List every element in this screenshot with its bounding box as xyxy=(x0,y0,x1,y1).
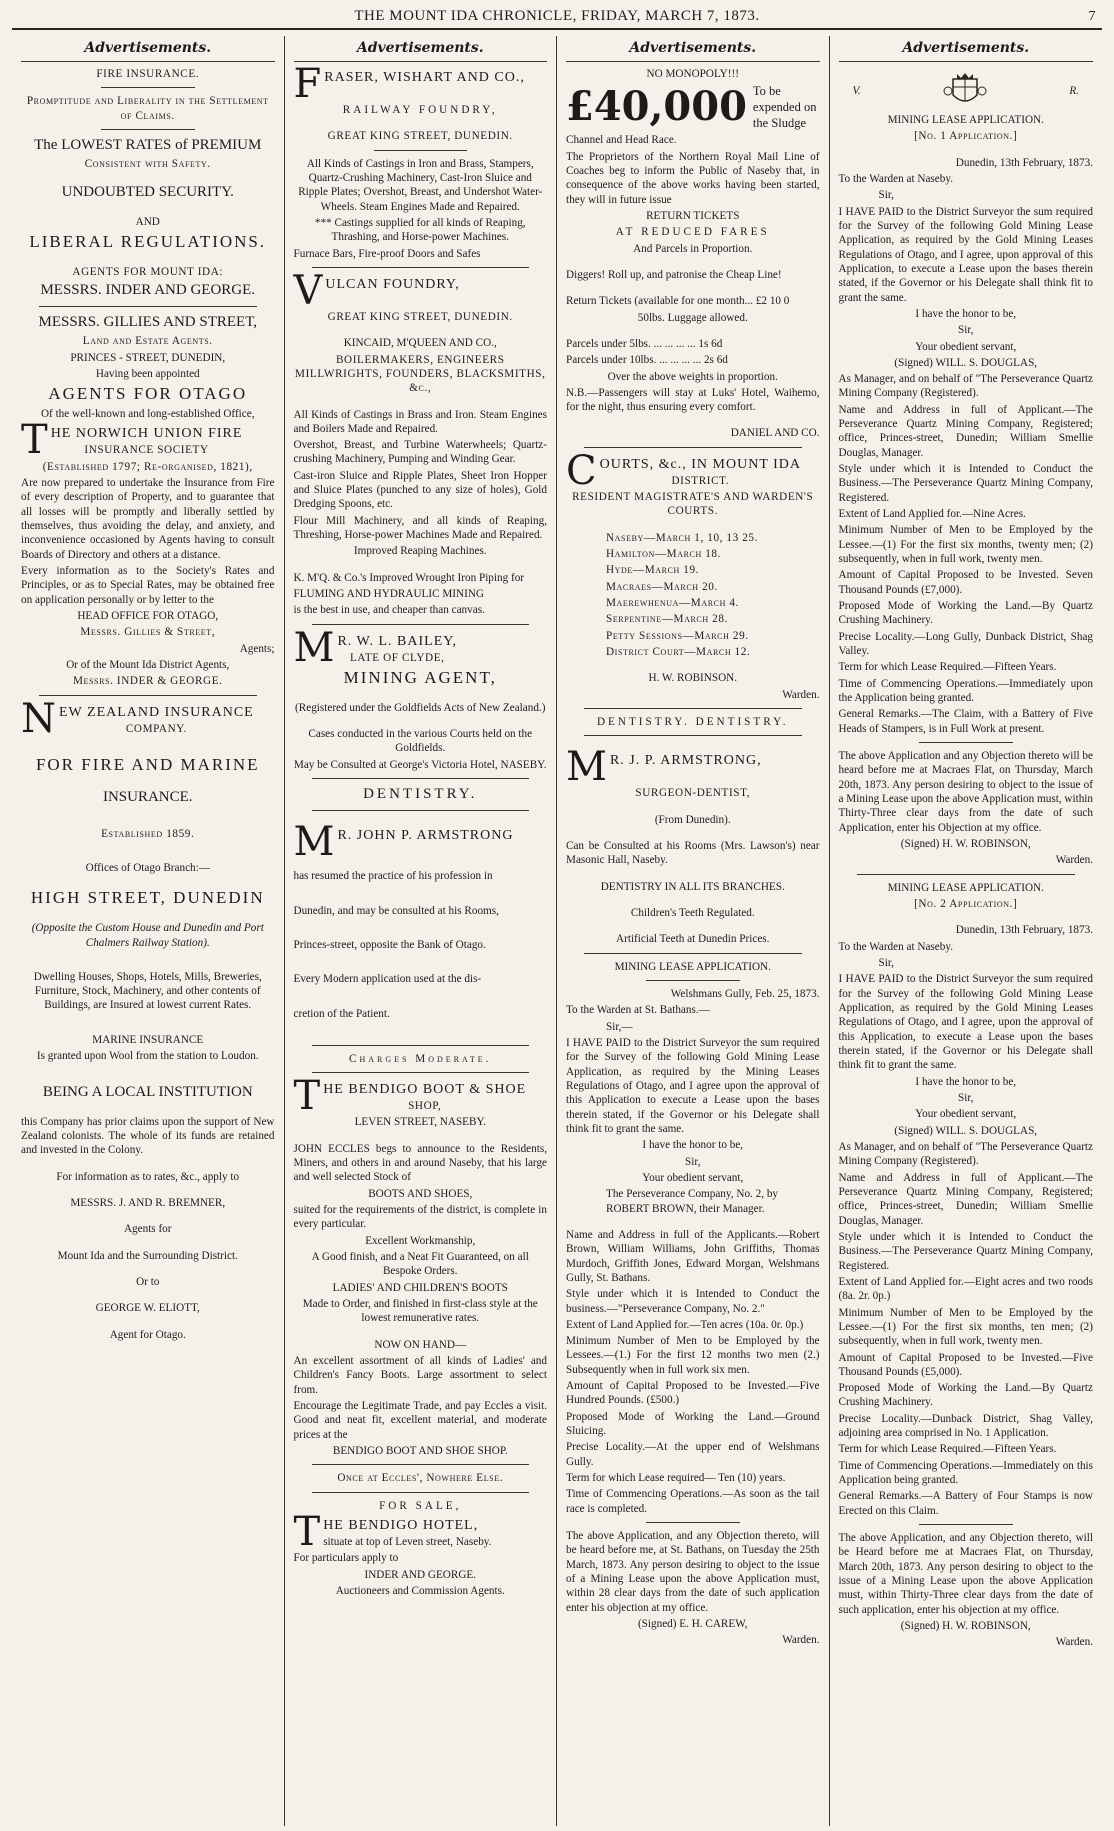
bendigo-hotel-heading xyxy=(293,1509,548,1555)
lease-1-term: Term for which Lease Required.—Fifteen Years. xyxy=(838,661,1057,674)
lease-1-general: General Remarks.—The Claim, with a Battery of Five Heads of Stampers, is in Full Work at present. xyxy=(838,708,1093,735)
vulcan-heading xyxy=(293,267,548,314)
childrens-teeth: Children's Teeth Regulated. xyxy=(630,906,755,919)
reduced-fares: AT REDUCED FARES xyxy=(615,226,770,239)
suited-requirements: suited for the requirements of the district, is complete in every particular. xyxy=(293,1204,547,1231)
fraser-heading xyxy=(293,60,548,107)
insurance-word: INSURANCE. xyxy=(102,788,193,805)
diggers-roll-up: Diggers! Roll up, and patronise the Cheap Line! xyxy=(566,268,782,281)
section-head: Advertisements. xyxy=(566,36,820,62)
dropcap-t: T xyxy=(293,1509,321,1555)
dentistry-heading: DENTISTRY. xyxy=(363,786,478,803)
lease-2-name: Name and Address in full of Applicant.—The Perseverance Quartz Mining Company, Registered; office, Princes-street, Dunedin; William Smellie Douglas, Manager. xyxy=(838,1171,1093,1227)
lease-1-manager: As Manager, and on behalf of "The Perseverance Quartz Mining Company (Registered). xyxy=(838,373,1093,400)
modern-application: Every Modern application used at the dis- xyxy=(293,973,482,986)
parcels-10lbs: Parcels under 10lbs. ... ... ... ... 2s 6d xyxy=(566,354,728,367)
bendigo-shop: BENDIGO BOOT AND SHOE SHOP. xyxy=(332,1445,508,1458)
lease-2-mode: Proposed Mode of Working the Land.—By Quartz Crushing Machinery. xyxy=(838,1382,1093,1409)
divider xyxy=(39,695,257,696)
surgeon-dentist: SURGEON-DENTIST, xyxy=(635,787,751,800)
precise-locality: Precise Locality.—At the upper end of Welshmans Gully. xyxy=(566,1441,820,1468)
lease-1-i-have-paid: I HAVE PAID to the District Surveyor the sum required for the Survey of the following Gold Mining Lease Application, as required by the Gold Mining Leases Regulations of Otago, and I agree, upon approval of this Application, to execute a Lease upon the bases therein stated, if the Governor or his Delegate shall think fit to grant the same. xyxy=(838,205,1093,304)
shop-word: SHOP, xyxy=(408,1100,442,1113)
auctioneers: Auctioneers and Commission Agents. xyxy=(335,1584,505,1597)
advert-columns xyxy=(12,36,1102,1826)
dunedin-rooms: Dunedin, and may be consulted at his Rooms, xyxy=(293,904,499,917)
undoubted-security: UNDOUBTED SECURITY. xyxy=(61,184,234,201)
established-1859: Established 1859. xyxy=(101,827,195,840)
lease-1-date: Dunedin, 13th February, 1873. xyxy=(955,156,1093,169)
nz-insurance-title: EW ZEALAND INSURANCE xyxy=(59,704,254,720)
lease-2-term: Term for which Lease Required.—Fifteen Years. xyxy=(838,1443,1057,1456)
over-weights: Over the above weights in proportion. xyxy=(607,370,778,383)
dropcap-t: T xyxy=(293,1073,321,1120)
applicants-names: Name and Address in full of the Applicants.—Robert Brown, William Williams, John Griffiths, Thomas Murdoch, Griffith Jones, Edward Morgan, Welshmans Gully, St. Bathans. xyxy=(566,1228,820,1284)
local-institution: BEING A LOCAL INSTITUTION xyxy=(42,1084,253,1101)
divider xyxy=(312,267,530,268)
lease-2-extent: Extent of Land Applied for.—Eight acres and two roods (8a. 2r. 0p.) xyxy=(838,1275,1093,1303)
divider xyxy=(919,742,1014,743)
dropcap-m: M xyxy=(293,624,335,671)
divider xyxy=(312,624,530,625)
armstrong-heading xyxy=(293,819,548,866)
bendigo-boot-heading xyxy=(293,1073,548,1120)
nb-passengers: N.B.—Passengers will stay at Luks' Hotel, Waihemo, for the night, thus ensuring every comfort. xyxy=(566,386,820,414)
george-eliott: GEORGE W. ELIOTT, xyxy=(95,1302,200,1315)
welshmans-date: Welshmans Gully, Feb. 25, 1873. xyxy=(670,987,820,1000)
excellent-assortment: An excellent assortment of all kinds of Ladies' and Children's Fancy Boots. Large assortment to select from. xyxy=(293,1355,547,1396)
vulcan-title: ULCAN FOUNDRY, xyxy=(325,276,460,292)
to-warden-st-bathans: To the Warden at St. Bathans.— xyxy=(566,1004,710,1017)
page-number: 7 xyxy=(1088,9,1096,24)
fire-and-marine: FOR FIRE AND MARINE xyxy=(35,754,260,774)
lease-1-warden: Warden. xyxy=(1055,854,1093,867)
nz-insurance-heading xyxy=(21,695,275,742)
robinson: H. W. ROBINSON. xyxy=(648,672,738,685)
divider xyxy=(584,735,802,736)
mount-ida-district: Mount Ida and the Surrounding District. xyxy=(57,1249,238,1262)
dropcap-m: M xyxy=(566,744,607,791)
courts-heading xyxy=(566,447,820,494)
eccles-announce: JOHN ECCLES begs to announce to the Residents, Miners, and others in and around Naseby, that his large and well selected Stock of xyxy=(293,1142,547,1184)
dropcap-f: F xyxy=(293,60,322,107)
divider xyxy=(312,810,530,811)
lease-1-honor: I have the honor to be, xyxy=(915,307,1017,320)
discretion-patient: cretion of the Patient. xyxy=(293,1007,390,1020)
flour-mill: Flour Mill Machinery, and all kinds of Reaping, Threshing, Horse-power Machines Made and Repaired. xyxy=(293,514,547,542)
royal-seal xyxy=(839,67,1094,111)
divider xyxy=(646,980,740,981)
masthead xyxy=(12,4,1102,30)
boilermakers: BOILERMAKERS, ENGINEERS MILLWRIGHTS, FOUNDERS, BLACKSMITHS, &c., xyxy=(295,353,546,395)
lease-1-number: [No. 1 Application.] xyxy=(914,130,1018,143)
divider xyxy=(312,778,530,779)
capital-invested: Amount of Capital Proposed to be Invested.—Five Hundred Pounds. (£500.) xyxy=(566,1380,820,1407)
mining-lease-title: MINING LEASE APPLICATION. xyxy=(614,960,771,973)
agent-for-otago: Agent for Otago. xyxy=(109,1328,186,1341)
jp-armstrong-title: R. J. P. ARMSTRONG, xyxy=(609,753,762,769)
jp-armstrong-heading xyxy=(566,744,820,791)
lease-2-to: To the Warden at Naseby. xyxy=(838,940,953,953)
court-date-item: Macraes—March 20. xyxy=(606,580,718,593)
having-appointed: Having been appointed xyxy=(95,368,200,381)
lease-2-minimum: Minimum Number of Men to be Employed by the Lessee.—(1) For the first six months, ten men; (2) subsequently, when in full work, twenty men. xyxy=(838,1306,1093,1348)
section-head: Advertisements. xyxy=(839,36,1094,62)
divider xyxy=(312,1072,530,1073)
section-head: Advertisements. xyxy=(21,36,275,62)
mining-agent: MINING AGENT, xyxy=(343,668,497,687)
cheaper-than-canvas: is the best in use, and cheaper than canvas. xyxy=(293,604,485,617)
section-head: Advertisements. xyxy=(294,36,548,62)
lease-2-time: Time of Commencing Operations.—Immediately on this Application being granted. xyxy=(838,1459,1093,1487)
court-date-item: Naseby—March 1, 10, 13 25. xyxy=(606,531,759,544)
return-tickets-price: Return Tickets (available for one month... £2 10 0 xyxy=(566,295,790,308)
bailey-title: R. W. L. BAILEY, xyxy=(337,633,458,649)
forty-thousand-row xyxy=(566,83,820,131)
lease-2-date: Dunedin, 13th February, 1873. xyxy=(955,924,1093,937)
lease-2-above: The above Application, and any Objection thereto, will be Heard before me at Macraes Flat, on Thursday, March 20th, 1873. Any person desiring to object to the issue of a Mining Lease upon the above Application must, within Thirty-Three clear days from the date of such application, enter his objection at my office. xyxy=(838,1532,1093,1616)
dropcap-n: N xyxy=(21,695,56,742)
parcels-proportion: And Parcels in Proportion. xyxy=(633,242,753,255)
lease-2-honor: I have the honor to be, xyxy=(915,1075,1017,1088)
consulted-rooms: Can be Consulted at his Rooms (Mrs. Lawson's) near Masonic Hall, Naseby. xyxy=(566,839,820,867)
norwich-subtitle: INSURANCE SOCIETY xyxy=(84,444,209,457)
land-estate-agents: Land and Estate Agents. xyxy=(82,335,213,348)
may-be-consulted: May be Consulted at George's Victoria Hotel, NASEBY. xyxy=(293,758,547,771)
honor-to-be: I have the honor to be, xyxy=(642,1139,744,1152)
salutation: Sir,— xyxy=(606,1020,633,1033)
column-3 xyxy=(557,36,830,1826)
agents-for-mount-ida: AGENTS FOR MOUNT IDA: xyxy=(72,265,224,278)
improved-reaping: Improved Reaping Machines. xyxy=(353,545,487,558)
court-date-item: Hamilton—March 18. xyxy=(606,548,722,561)
column-1 xyxy=(12,36,285,1826)
minimum-men: Minimum Number of Men to be Employed by the Lessees.—(1.) For the first 12 months two men (2.) Subsequently when in full work six men. xyxy=(566,1335,820,1376)
court-dates xyxy=(566,531,820,660)
consistent-line: Consistent with Safety. xyxy=(84,158,211,171)
lease-1-name: Name and Address in full of Applicant.—The Perseverance Quartz Mining Company, Registered; office, Princes-street, Dunedin; William Smellie Douglas, Manager. xyxy=(838,403,1093,459)
lease-1-robinson: (Signed) H. W. ROBINSON, xyxy=(900,838,1031,850)
dentistry-dentistry: DENTISTRY. DENTISTRY. xyxy=(596,715,789,728)
dropcap-v: V xyxy=(293,267,323,314)
lease-2-sir-b: Sir, xyxy=(958,1091,974,1104)
once-at-eccles: Once at Eccles', Nowhere Else. xyxy=(337,1472,504,1485)
lease-1-style: Style under which it is Intended to Conduct the Business.—The Perseverance Quartz Mining Company, Registered. xyxy=(838,463,1093,504)
bendigo-boot-title: HE BENDIGO BOOT & SHOE xyxy=(323,1082,527,1098)
court-date-item: Hyde—March 19. xyxy=(606,564,700,577)
agents-for-otago: AGENTS FOR OTAGO xyxy=(48,384,248,404)
fraser-title: RASER, WISHART AND CO., xyxy=(324,69,525,85)
mount-ida-district-agents: Or of the Mount Ida District Agents, xyxy=(66,658,230,671)
well-known-office: Of the well-known and long-established Office, xyxy=(40,408,255,421)
column-4 xyxy=(830,36,1103,1826)
lease-1-signed: (Signed) WILL. S. DOUGLAS, xyxy=(894,356,1038,369)
style-business: Style under which it is Intended to Conduct the business.—"Perseverance Company, No. 2." xyxy=(566,1288,820,1315)
registered-goldfields: (Registered under the Goldfields Acts of New Zealand.) xyxy=(295,701,546,714)
all-kinds-castings: All Kinds of Castings in Brass and Iron. Steam Engines and Boilers Made and Repaired. xyxy=(293,408,547,435)
norwich-info: Every information as to the Society's Rates and Principles, or as to Special Rates, may be obtained free on application personally or by letter to the xyxy=(21,564,275,606)
lease-2-style: Style under which it is Intended to Conduct the Business.—The Perseverance Quartz Mining Company, Registered. xyxy=(838,1230,1093,1272)
wool-station: Is granted upon Wool from the station to Loudon. xyxy=(36,1050,259,1063)
lease-2-warden: Warden. xyxy=(1055,1636,1093,1649)
and-line: AND xyxy=(135,215,160,228)
lease-2-robinson: (Signed) H. W. ROBINSON, xyxy=(900,1620,1031,1633)
lease-2-obedient: Your obedient servant, xyxy=(915,1108,1017,1121)
encourage-trade: Encourage the Legitimate Trade, and pay Eccles a visit. Good and neat fit, excellent material, and moderate prices at the xyxy=(293,1400,547,1441)
kmq-piping: K. M'Q. & Co.'s Improved Wrought Iron Piping for xyxy=(293,571,525,584)
excellent-workmanship: Excellent Workmanship, xyxy=(365,1234,476,1247)
court-date-item: District Court—March 12. xyxy=(606,646,751,658)
agents-semicolon: Agents; xyxy=(239,642,275,655)
divider xyxy=(584,447,802,448)
otago-branch-offices: Offices of Otago Branch:— xyxy=(85,862,210,875)
artificial-teeth: Artificial Teeth at Dunedin Prices. xyxy=(616,933,770,946)
all-branches: DENTISTRY IN ALL ITS BRANCHES. xyxy=(600,880,785,893)
dropcap-t: T xyxy=(21,417,48,464)
lease-1-sir-b: Sir, xyxy=(958,324,974,337)
fire-insurance-title: FIRE INSURANCE. xyxy=(96,67,200,80)
signed-carew: (Signed) E. H. CAREW, xyxy=(637,1618,748,1631)
proprietors: The Proprietors of the Northern Royal Mail Line of Coaches beg to inform the Public of Naseby that, in consequence of the above works having been started, they will in future issue xyxy=(566,150,820,206)
boots-and-shoes: BOOTS AND SHOES, xyxy=(368,1187,473,1200)
norwich-body: Are now prepared to undertake the Insurance from Fire of every description of Property, and to guarantee that all losses will be promptly and liberally settled by themselves, thus avoiding the delay, and anxiety, and inconvenience occasioned by Agents having to consult Boards of Directory and others at a distance. xyxy=(21,477,275,561)
courts-title: OURTS, &c., IN MOUNT IDA xyxy=(599,456,802,472)
lease-2-sir: Sir, xyxy=(878,956,894,969)
warden-1: Warden. xyxy=(782,688,820,701)
leven-street: LEVEN STREET, NASEBY. xyxy=(354,1116,486,1129)
resumed-practice: has resumed the practice of his profession in xyxy=(293,870,493,883)
lease-2-precise: Precise Locality.—Dunback District, Shag Valley, adjoining area comprised in No. 1 Application. xyxy=(838,1412,1093,1440)
lease-1-to: To the Warden at Naseby. xyxy=(838,172,953,185)
for-sale: FOR SALE, xyxy=(379,1499,462,1512)
term-lease: Term for which Lease required— Ten (10) years. xyxy=(566,1472,786,1485)
vr-right: R. xyxy=(1069,84,1079,97)
lease-1-obedient: Your obedient servant, xyxy=(915,340,1017,353)
mode-working: Proposed Mode of Working the Land.—Ground Sluicing. xyxy=(566,1410,820,1438)
dropcap-m: M xyxy=(293,819,335,866)
sir: Sir, xyxy=(685,1155,701,1168)
now-on-hand: NOW ON HAND— xyxy=(374,1338,467,1351)
railway-foundry: RAILWAY FOUNDRY, xyxy=(342,103,498,116)
lease-2-capital: Amount of Capital Proposed to be Invested.—Five Thousand Pounds (£5,000). xyxy=(838,1351,1093,1378)
inder-george: MESSRS. INDER AND GEORGE. xyxy=(40,282,256,298)
lease-1-above: The above Application and any Objection thereto will be heard before me at Macraes Flat, on Thursday, March 20th, 1873. Any person desiring to object to the issue of a Mining Lease upon the above Application must, within Thirty-Three clear days from the date of such Application, enter his Objection at my office. xyxy=(838,750,1093,834)
divider xyxy=(312,1464,530,1465)
divider xyxy=(646,1522,740,1523)
great-king-street: GREAT KING STREET, DUNEDIN. xyxy=(327,130,513,143)
bailey-heading xyxy=(293,624,548,671)
no-monopoly: NO MONOPOLY!!! xyxy=(646,67,739,80)
vr-left: V. xyxy=(852,84,861,97)
particulars: For particulars apply to xyxy=(293,1552,399,1565)
parcels-5lbs: Parcels under 5lbs. ... ... ... ... 1s 6d xyxy=(566,337,723,350)
armstrong-title: R. JOHN P. ARMSTRONG xyxy=(337,828,514,844)
high-street-dunedin: HIGH STREET, DUNEDIN xyxy=(30,888,265,908)
above-application: The above Application, and any Objection thereto, will be heard before me, at St. Bathans, on Tuesday the 25th March, 1873. Any person desiring to object to the issue of a Mining Lease upon the above Application must, within 28 clear days from the date of such application enter his objection at my office. xyxy=(566,1530,820,1614)
cast-iron-sluice: Cast-iron Sluice and Ripple Plates, Sheet Iron Hopper and Sluice Plates (punched to any size of holes), Gold Dredging Spoons, etc. xyxy=(293,469,547,511)
return-tickets: RETURN TICKETS xyxy=(646,209,740,222)
for-information: For information as to rates, &c., apply to xyxy=(56,1170,240,1183)
overshot: Overshot, Breast, and Turbine Waterwheels; Quartz-crushing Machinery, Pumping and Winding Gear. xyxy=(293,439,547,466)
prior-claims: this Company has prior claims upon the support of New Zealand colonists. The whole of its funds are retained and invested in the Colony. xyxy=(21,1115,275,1157)
situate: situate at top of Leven street, Naseby. xyxy=(323,1535,492,1548)
royal-crest-icon xyxy=(943,71,987,111)
lease-2-number: [No. 2 Application.] xyxy=(914,897,1018,910)
lease-1-mode: Proposed Mode of Working the Land.—By Quartz Crushing Machinery. xyxy=(838,600,1093,627)
masthead-title: THE MOUNT IDA CHRONICLE, FRIDAY, MARCH 7, 1873. xyxy=(354,8,760,24)
agents-for-2: Agents for xyxy=(123,1223,172,1236)
lease-1-time: Time of Commencing Operations.—Immediately upon the Application being granted. xyxy=(838,677,1093,705)
inder-and-george: INDER AND GEORGE. xyxy=(364,1568,477,1581)
divider xyxy=(312,1492,530,1493)
castings-list: All Kinds of Castings in Iron and Brass, Stampers, Quartz-Crushing Machinery, Cast-Iron Sluice and Ripple Plates; Overshot, Breast, and Undershot Water-Wheels. Steam Engines Made and Repaired. xyxy=(298,157,543,213)
dropcap-c: C xyxy=(566,447,597,494)
court-date-item: Petty Sessions—March 29. xyxy=(606,629,749,642)
lease-1-minimum: Minimum Number of Men to be Employed by the Lessee.—(1) For the first six months, twenty men; (2) subsequently, when in full work, twenty men. xyxy=(838,524,1093,566)
extent-land: Extent of Land Applied for.—Ten acres (10a. 0r. 0p.) xyxy=(566,1318,804,1331)
divider xyxy=(312,1045,530,1046)
resident-magistrate: RESIDENT MAGISTRATE'S AND WARDEN'S COURTS. xyxy=(572,491,814,518)
column-2 xyxy=(285,36,558,1826)
princes-street-bank: Princes-street, opposite the Bank of Otago. xyxy=(293,938,486,951)
norwich-heading xyxy=(21,417,275,464)
cases-conducted: Cases conducted in the various Courts held on the Goldfields. xyxy=(308,728,533,755)
divider xyxy=(584,708,802,709)
marine-insurance: MARINE INSURANCE xyxy=(92,1033,204,1046)
divider xyxy=(101,87,195,88)
opposite-custom-house: (Opposite the Custom House and Dunedin and Port Chalmers Railway Station). xyxy=(31,922,264,949)
time-commencing: Time of Commencing Operations.—As soon as the tail race is completed. xyxy=(566,1488,820,1515)
great-king-street-2: GREAT KING STREET, DUNEDIN. xyxy=(327,310,513,323)
warden-2: Warden. xyxy=(782,1634,820,1647)
lease-1-extent: Extent of Land Applied for.—Nine Acres. xyxy=(838,508,1026,521)
court-date-item: Serpentine—March 28. xyxy=(606,613,728,626)
divider xyxy=(919,1524,1014,1525)
divider xyxy=(857,874,1076,875)
lease-2-manager: As Manager, and on behalf of "The Perseverance Quartz Mining Company (Registered). xyxy=(838,1140,1093,1168)
dwelling-houses: Dwelling Houses, Shops, Hotels, Mills, Breweries, Furniture, Stock, Machinery, and other contents of Buildings, are Insured at lowest current Rates. xyxy=(33,970,262,1012)
late-of-clyde: LATE OF CLYDE, xyxy=(349,651,445,664)
lease-2-general: General Remarks.—A Battery of Four Stamps is now Erected on this Claim. xyxy=(838,1490,1093,1517)
liberal-regulations: LIBERAL REGULATIONS. xyxy=(29,231,267,251)
furnace-bars: Furnace Bars, Fire-proof Doors and Safes xyxy=(293,247,481,260)
lease-2-signed: (Signed) WILL. S. DOUGLAS, xyxy=(894,1124,1038,1137)
forty-thousand: £40,000 xyxy=(566,83,747,131)
perseverance-company: The Perseverance Company, No. 2, by ROBERT BROWN, their Manager. xyxy=(606,1188,779,1215)
castings-supplied: *** Castings supplied for all kinds of Reaping, Thrashing, and Horse-power Machines. xyxy=(314,216,526,244)
norwich-title: HE NORWICH UNION FIRE xyxy=(50,426,243,442)
kincaid: KINCAID, M'QUEEN AND CO., xyxy=(343,337,497,350)
or-to: Or to xyxy=(136,1275,160,1288)
obedient-servant: Your obedient servant, xyxy=(642,1171,744,1184)
norwich-established: (Established 1797; Re-organised, 1821), xyxy=(42,460,253,473)
lease-2-i-have-paid: I HAVE PAID to the District Surveyor the sum required for the Survey of the following Gold Mining Lease Application, as required by the Gold Mining Leases Regulations of Otago, and I agree, upon the approval of this Application, to execute a Lease upon the bases therein stated, if the Governor or his Delegate shall think fit to grant the same. xyxy=(838,973,1093,1072)
made-to-order: Made to Order, and finished in first-class style at the lowest remunerative rates. xyxy=(302,1298,538,1325)
divider xyxy=(101,129,195,130)
fluming: FLUMING AND HYDRAULIC MINING xyxy=(293,588,484,601)
divider xyxy=(39,306,257,307)
district-word: DISTRICT. xyxy=(671,474,730,487)
head-office: HEAD OFFICE FOR OTAGO, xyxy=(77,609,219,622)
princes-street: PRINCES - STREET, DUNEDIN, xyxy=(70,351,226,364)
bremner: MESSRS. J. AND R. BREMNER, xyxy=(70,1196,226,1209)
good-finish: A Good finish, and a Neat Fit Guaranteed, on all Bespoke Orders. xyxy=(311,1251,529,1278)
to-be-expended: To be expended on the Sludge xyxy=(752,84,817,131)
inder-george-2: Messrs. INDER & GEORGE. xyxy=(72,675,223,688)
charges-moderate: Charges Moderate. xyxy=(349,1052,492,1065)
lease-2-title: MINING LEASE APPLICATION. xyxy=(887,881,1044,894)
daniel-and-co: DANIEL AND CO. xyxy=(730,427,820,440)
luggage-allowed: 50lbs. Luggage allowed. xyxy=(637,311,748,324)
court-date-item: Maerewhenua—March 4. xyxy=(606,597,739,610)
lease-1-title: MINING LEASE APPLICATION. xyxy=(887,113,1044,126)
gillies-street: MESSRS. GILLIES AND STREET, xyxy=(38,314,257,331)
from-dunedin: (From Dunedin). xyxy=(654,813,731,826)
divider xyxy=(374,150,468,151)
channel-head-race: Channel and Head Race. xyxy=(566,134,677,147)
bendigo-hotel-title: HE BENDIGO HOTEL, xyxy=(323,1518,479,1533)
gillies-street-agents: Messrs. Gillies & Street, xyxy=(80,626,216,639)
lowest-rates: The LOWEST RATES of PREMIUM xyxy=(34,136,262,153)
promptitude-line: Promptitude and Liberality in the Settlement of Claims. xyxy=(26,95,269,122)
nz-insurance-subtitle: COMPANY. xyxy=(125,722,187,735)
lease-1-precise: Precise Locality.—Long Gully, Dunback District, Shag Valley. xyxy=(838,630,1093,658)
ladies-childrens-boots: LADIES' AND CHILDREN'S BOOTS xyxy=(332,1281,508,1294)
i-have-paid: I HAVE PAID to the District Surveyor the sum required for the Survey of the following Gold Mining Lease Application, as required by the Mining Leases Regulations of Otago, and I agree upon the approval of this Application to execute a Lease upon the bases therein stated, if the Governor or his Delegate shall think fit to grant the same. xyxy=(566,1036,820,1135)
lease-1-capital: Amount of Capital Proposed to be Invested. Seven Thousand Pounds (£7,000). xyxy=(838,569,1093,596)
lease-1-sir: Sir, xyxy=(878,189,894,202)
divider xyxy=(584,953,802,954)
